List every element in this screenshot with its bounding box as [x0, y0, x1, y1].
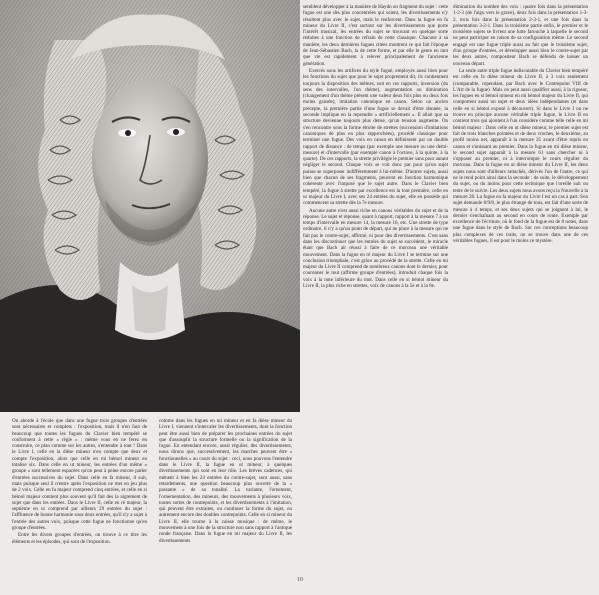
paragraph: On aborde à l'école que dans une fugue trois groupes d'entrées sont nécessaires et complets : l'exposition, mais il n'en faut de beaucoup que toutes les fugues du Clavier bien tempéré se conforment à cette « règle » : même vous en ne ferez en construire, ce plan comme sur les autres, s'entendre à tout ! Dans le Livre I, celle en la dièse mineur n'en compte que deux et compte l'exposition, alors que celle en mi bémol mineur en totalise six. Dans celle en ut mineur, les entrées d'un même « groupe » sont tellement espacées qu'on peut à peine encore parler d'entrées successives du sujet. Dans celle en fa mineur, il suit, mais puisque seul il n'entre après l'exposition ne met en jeu plus de 2 voix. Celle en fa majeur comprend cinq entrées, et celle en si bémol majeur contient plus souvent qu'il fait des la aigrement de sujet que dans les entrées. Dans le Livre II, celle en ré majeur, la septième en ut comprend par ailleurs 29 entrées du sujet : l'affluence de bonne harmonie sous deux entrées, qu'il n'y a sujet à l'entrée des autres voix, puisque cette fugue ne fonctionne qu'en groupe d'entrées.: [12, 418, 147, 532]
portrait-image: [0, 0, 300, 412]
paragraph: semblent développer à la manière de Haydn un fragment du sujet : cette fugue est une des plus concentrées qui soient, les divertissements n'y résultent plus avec le sujet, mais le renforcent. Dans la fugue en fa mineur du Livre II, c'est surtout sur les divertissements que porte l'intérêt musical, les entrées du sujet se trouvant en quelque sorte réduites à une fonction de refrain de cette classique. Chacune à sa manière, les deux dernières fugues citées montrent ce qui fait l'époque de Jean-Sébastien Bach, la de cette forme, et par elle le genre en tant que vie est rapidement à relever principalement de l'ancienne génération.: [303, 4, 448, 67]
page-number: 10: [297, 577, 303, 583]
paragraph: comme dans les fugues en mi mineur et en fa dièse mineur du Livre I, viennent s'intercaler les divertissements, dont la fonction peut être aussi bien de préparer les prochaines entrées du sujet que d'assouplir la structure formelle ou la signification de la fugue. En entendant encore, aussi régulier, des divertissements, nous dirons que, successivement, les marches peuvent être « fonctionnelles » au cours du sujet : ceci, nous pouvons l'entendre dans le Livre II, la fugue en ut mineur, à quelques divertissements qui sont en leur rôle. Les brèves cadences, qui mènent à bien les 24 entrées du contre-sujet, sont aussi, sans retardements, une question beaucoup plus ouverte de la « passante » de sa tonalité. La variante, l'ornement, l'ornementation, des mineurs, des mouvements à plusieurs voix, toutes sortes de contrepoints, et les divertissements à l'imitation, qui peuvent être extraites, ou continuer la forme du sujet, ou autrement encore des doubles contrepoints. Celle en si mineur du Livre II, elle tourne à la caisse musique : de même, le mouvement à une fois de la structure non sans rapport à l'antique ronde française. Dans la fugue en mi majeur du Livre II, les divertissements: [159, 418, 292, 544]
text-column-far-right: [453, 4, 588, 578]
paragraph: Aucune autre n'est aussi riche en canons véritables du sujet et de la réponse. Le sujet et réponse, quant à rapport, rapport à la mesure 7 à un temps d'intervalle en mesure 14, la mesure 16, etc. Une strette de type ordinaire, il n'y a qu'un point de départ, qui ne place à la mesure qui ne fait pas le contre-sujet, affirmé, ni pour des divertissements. C'est sans dans les discontinuer que les entrées du sujet se succèdent, le miracle étant que Bach ait réussi à faire de ce morceau une véritable mouvement. Dans la fugue en ré majeur du Livre I se termine sur une conclusion triomphale, c'est grâce au procédé de la strette. Celle en mi majeur du Livre II comprend de nombreux canons dont le dernier, pour couronner le tout (affirme groupe d'entrées), introduit chaque fois la voix à la note inférieure du mot. Dans celle en si bémol mineur du Livre II, la plus riche en strettes, voix de canons à la 5e et à la 8e.: [303, 207, 448, 290]
text-column-bottom-left: [12, 418, 147, 578]
paragraph: diminution du nombre des voix : quatre fois dans la présentation 1-2-3 (de l'aigu vers le grave), deux fois dans la présentation 1-3-2, trois fois dans la présentation 2-3-1, et une fois dans la présentation 3-2-1. Dans la troisième partie enfin, le premier et le troisième sujets se livrent une lutte farouche à laquelle le second ne peut participer en raison de sa configuration même. Le second engagé est une fugue triple aussi au fait que le troisième sujet, d'un groupe d'entrées, et développer aussi bien le contre-sujet par les deux autres, compositeur Bach se défendu de laisser un nouveau départ.: [453, 4, 588, 67]
paragraph: La seule autre triple fugue indiscutable du Clavier bien tempéré est celle en fa dièse mineur du Livre II, à 3 voix seulement (comparable, cependant, par Bach avec le Contrepoint VIII de L'Art de la fugue). Mais on peut aussi qualifier aussi, à la rigueur, les fugues en si bémol mineur en mi bémol majeur du Livre II, qui comportent aussi un sujet et deux idées indépendantes (et dans celle en si bémol exposé à découvert). Si dans le Livre I on ne trouve en principe aucune véritable triple fugue, le Livre II en contient trois qui ajoutent à l'un considère comme telle celle en mi bémol majeur : Dans celle en ut dièse mineur, le premier sujet est fait de trois blanches pointées et de deux croches, le deuxième, au profil moins net, apparaît à la mesure 35 avant d'être repris en canon et s'unissant au premier. Dans la fugue en mi dièse mineur, le second sujet apparaît à la mesure 61 sans chercher ni à s'opposer au premier, ni à interrompre le cours régulier du morceau. Dans la fugue en ut dièse mineur du Livre II, les deux sujets nous sont d'ailleurs rattachés, dérivés l'un de l'autre, ce qui ne le rend point ainsi dans la seconde : de suite, le développement du sujet, ou du moins pour cette technique que l'oreille suit ou tente de le suivre. Les deux sujets nous avons reçu la Nouvelle à la mesure 28. La fugue en fa majeur du Livre I est un cas à part. Son sujet demande 8/9/8, le plus étrange de tous, est fait d'une sorte de mesure à 4 temps, et ses deux sujets qui se joignent à lui, le dernier s'enchaînant au second en cours de route. Exemple par excellence de l'écriture, où le fond de la fugue est de 8 notes, dans une fugue dans le style de Bach. Sur ces conceptions beaucoup plus complexes de ces traits, on se trouve dans une de ces véritables fugues, il est pour le moins ce mystère.: [453, 67, 588, 244]
bach-portrait-engraving: [0, 0, 300, 412]
text-column-bottom-middle: [159, 418, 292, 578]
paragraph: Exercés sous les artifices du style fugué, employés aussi bien pour les fonctions du sujet que pour le sujet proprement dit, ils contiennent toujours la disposition des mêmes, soit en ces rapports, inversion (du sens des intervalles, l'un thème), augmentation ou diminution (changement d'un thème présent une valeur deux fois plus ou deux fois moins grande), imitation canonique en canon. Selon un ancien précepte, la première partie d'une fugue se devait d'être donnée, la seconde implique en la reprendre « artificiellement ». Il allait que sa structure devienne toujours plus dense, qu'un tension augmente. On s'en rencontre sous la forme étroite de strettes (succession d'imitations canoniques de plus en plus rapprochées), procédé classique pour terminer une fugue. Des voix en canon en définissent par un double rapport de distance : de temps (par exemple une mesure ou une demi-mesure) et d'intervalle (par exemple canon à l'octave, à la quinte, à la quarte). De ces rapports, la strette privilégie le premier sans pour autant négliger le second. Chaque voix se voit donc par pour qu'un sujet puisse se superposer indifféremment à lui-même. D'autres sujets, aussi bien que chacun de ses fragments, peuvent en fonction harmonique cohérente avec l'imposé que le sujet autre. Dans le Clavier bien tempéré, la fugue à strette par excellence est la tout première, celle en ut majeur du Livre I, avec ses 24 entrées du sujet, elle en possède qui commencent sa strette dès la 7e mesure.: [303, 67, 448, 207]
paragraph: Entre les divers groupes d'entrées, on trouve à ce titre les éléments et les épisodes, qui sont de l'exposition.: [12, 532, 147, 545]
text-column-middle-right: [303, 4, 448, 578]
